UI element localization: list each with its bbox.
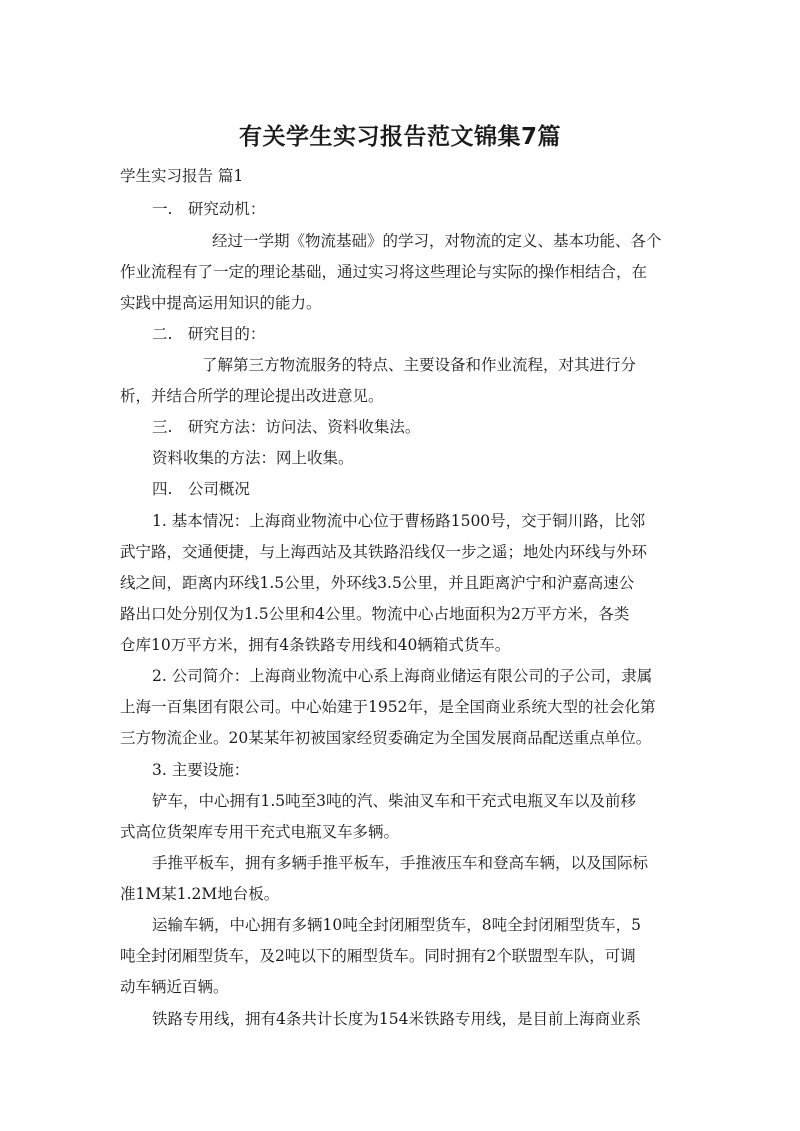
section-heading: 学生实习报告 篇1	[120, 167, 244, 185]
paragraph-line: 三方物流企业。20某某年初被国家经贸委确定为全国发展商品配送重点单位。	[120, 729, 652, 747]
paragraph-line: 运输车辆，中心拥有多辆10吨全封闭厢型货车，8吨全封闭厢型货车，5	[152, 916, 641, 934]
paragraph-line: 铁路专用线，拥有4条共计长度为154米铁路专用线，是目前上海商业系	[152, 1010, 641, 1028]
paragraph-line: 路出口处分别仅为1.5公里和4公里。物流中心占地面积为2万平方米，各类	[120, 605, 630, 623]
paragraph-line: 2. 公司简介：上海商业物流中心系上海商业储运有限公司的子公司，隶属	[152, 667, 653, 685]
paragraph-line: 武宁路，交通便捷，与上海西站及其铁路沿线仅一步之遥；地处内环线与外环	[120, 543, 648, 561]
paragraph-line: 经过一学期《物流基础》的学习，对物流的定义、基本功能、各个	[212, 232, 662, 250]
paragraph-line: 准1M某1.2M地台板。	[120, 885, 280, 903]
paragraph-line: 1. 基本情况：上海商业物流中心位于曹杨路1500号，交于铜川路，比邻	[152, 512, 646, 530]
item-heading: 3. 主要设施：	[152, 761, 250, 779]
document-title: 有关学生实习报告范文锦集7篇	[238, 124, 561, 150]
paragraph-line: 铲车，中心拥有1.5吨至3吨的汽、柴油叉车和干充式电瓶叉车以及前移	[152, 792, 637, 810]
item-heading: 三. 研究方法：访问法、资料收集法。	[152, 418, 421, 436]
paragraph-line: 上海一百集团有限公司。中心始建于1952年，是全国商业系统大型的社会化第	[120, 698, 656, 716]
paragraph-line: 实践中提高运用知识的能力。	[120, 294, 322, 312]
item-heading: 四. 公司概况	[152, 480, 250, 498]
item-heading: 一. 研究动机：	[152, 200, 266, 218]
paragraph-line: 仓库10万平方米，拥有4条铁路专用线和40辆箱式货车。	[120, 636, 511, 654]
paragraph-line: 作业流程有了一定的理论基础，通过实习将这些理论与实际的操作相结合，在	[120, 263, 648, 281]
paragraph-line: 线之间，距离内环线1.5公里，外环线3.5公里，并且距离沪宁和沪嘉高速公	[120, 574, 635, 592]
paragraph-line: 吨全封闭厢型货车，及2吨以下的厢型货车。同时拥有2个联盟型车队，可调	[120, 947, 636, 965]
paragraph-line: 动车辆近百辆。	[120, 978, 229, 996]
item-heading: 二. 研究目的：	[152, 325, 266, 343]
paragraph-line: 式高位货架库专用干充式电瓶叉车多辆。	[120, 823, 400, 841]
paragraph-line: 资料收集的方法：网上收集。	[152, 449, 354, 467]
paragraph-line: 析，并结合所学的理论提出改进意见。	[120, 387, 384, 405]
paragraph-line: 手推平板车，拥有多辆手推平板车，手推液压车和登高车辆，以及国际标	[152, 854, 649, 872]
paragraph-line: 了解第三方物流服务的特点、主要设备和作业流程，对其进行分	[202, 356, 637, 374]
